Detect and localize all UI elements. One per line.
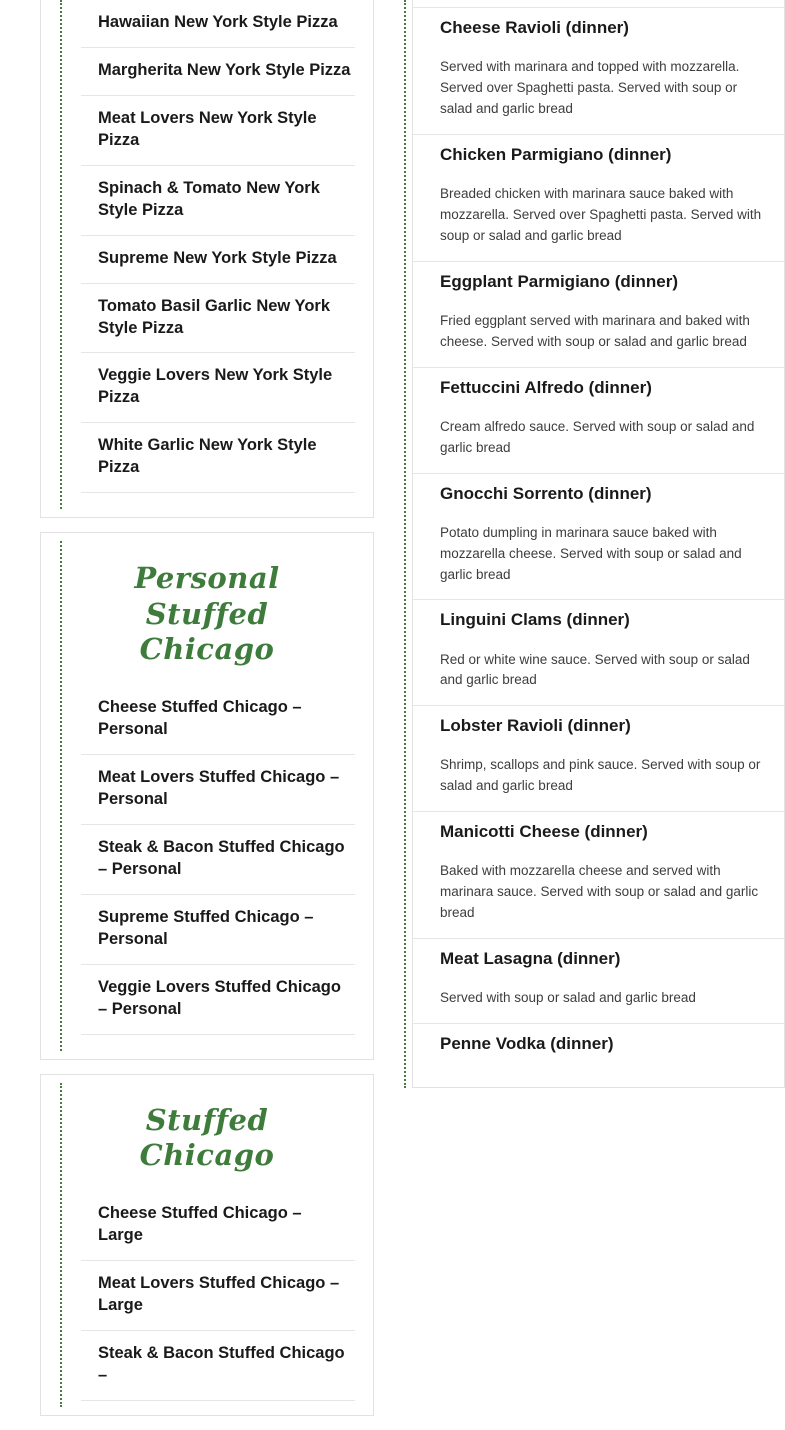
list-item[interactable] — [81, 825, 355, 895]
entree-description: Baked with mozzarella cheese and served with marinara sauce. Served with soup or salad and garlic bread — [440, 863, 759, 921]
entree-name: Meat Lasagna (dinner) — [440, 949, 621, 969]
list-item[interactable] — [81, 755, 355, 825]
menu-item-label: Supreme Stuffed Chicago – Personal — [98, 907, 314, 948]
list-item[interactable] — [413, 368, 784, 474]
entree-name: Penne Vodka (dinner) — [440, 1034, 614, 1054]
list-item[interactable] — [413, 1024, 784, 1087]
list-item[interactable] — [81, 0, 355, 48]
list-item[interactable] — [81, 965, 355, 1035]
menu-section-stuffed-chicago — [40, 1074, 374, 1416]
list-item[interactable] — [413, 706, 784, 812]
section-title: Stuffed Chicago — [139, 1102, 275, 1173]
entree-name: Lobster Ravioli (dinner) — [440, 716, 631, 736]
menu-item-label: White Garlic New York Style Pizza — [98, 436, 317, 477]
entree-description: Served with soup or salad and garlic bread — [440, 990, 696, 1006]
menu-item-label: Steak & Bacon Stuffed Chicago – Personal — [98, 838, 345, 878]
menu-item-label: Meat Lovers Stuffed Chicago – Large — [98, 1274, 340, 1315]
list-item[interactable] — [81, 1261, 355, 1331]
menu-item-list — [59, 1191, 355, 1401]
menu-item-label: Cheese Stuffed Chicago – Large — [98, 1204, 302, 1245]
menu-item-list — [59, 685, 355, 1034]
entree-name: Chicken Parmigiano (dinner) — [440, 144, 672, 164]
dinner-entrees-card — [412, 8, 785, 1088]
dinner-entrees-list — [394, 0, 785, 1088]
menu-item-label: Tomato Basil Garlic New York Style Pizza — [98, 296, 330, 337]
list-item[interactable] — [413, 600, 784, 706]
section-spacer — [59, 493, 355, 503]
entree-description: Breaded chicken with marinara sauce baked with mozzarella. Served over Spaghetti pasta. Served with soup or salad and garlic bread — [440, 185, 762, 243]
menu-item-label: Meat Lovers New York Style Pizza — [98, 108, 317, 149]
section-title: Personal Stuffed Chicago — [134, 561, 280, 666]
list-item[interactable] — [413, 812, 784, 939]
entree-description: Cream alfredo sauce. Served with soup or salad and garlic bread — [440, 418, 755, 455]
list-item[interactable] — [81, 353, 355, 423]
list-item[interactable] — [413, 474, 784, 601]
list-item[interactable] — [81, 284, 355, 354]
menu-item-label: Hawaiian New York Style Pizza — [98, 13, 338, 31]
list-item[interactable] — [413, 8, 784, 135]
section-spacer — [59, 1035, 355, 1045]
menu-item-label: Steak & Bacon Stuffed Chicago – — [98, 1344, 345, 1385]
entree-description: Shrimp, scallops and pink sauce. Served with soup or salad and garlic bread — [440, 757, 761, 794]
entree-name: Fettuccini Alfredo (dinner) — [440, 377, 652, 397]
entree-name: Eggplant Parmigiano (dinner) — [440, 271, 679, 291]
list-item[interactable] — [81, 236, 355, 284]
menu-item-label: Meat Lovers Stuffed Chicago – Personal — [98, 768, 340, 809]
menu-item-label: Veggie Lovers Stuffed Chicago – Personal — [98, 977, 341, 1018]
menu-item-list — [59, 0, 355, 493]
menu-item-label: Veggie Lovers New York Style Pizza — [98, 366, 333, 407]
list-item[interactable] — [81, 423, 355, 493]
list-item[interactable] — [81, 1191, 355, 1261]
entree-description: Potato dumpling in marinara sauce baked with mozzarella cheese. Served with soup or salad and garlic bread — [440, 524, 742, 582]
right-column — [374, 0, 785, 1088]
entree-description: Served with marinara and topped with mozzarella. Served over Spaghetti pasta. Served with soup or salad and garlic bread — [440, 59, 740, 116]
list-item[interactable] — [81, 685, 355, 755]
menu-section-new-york-style-pizza — [40, 0, 374, 518]
menu-item-label: Cheese Stuffed Chicago – Personal — [98, 698, 302, 739]
entree-description: Red or white wine sauce. Served with soup or salad and garlic bread — [440, 651, 750, 688]
entree-description: Fried eggplant served with marinara and baked with cheese. Served with soup or salad and garlic bread — [440, 312, 750, 349]
list-item[interactable] — [413, 135, 784, 262]
list-item[interactable] — [81, 1331, 355, 1401]
list-item[interactable] — [413, 262, 784, 368]
menu-item-label: Margherita New York Style Pizza — [98, 60, 351, 79]
entree-name: Manicotti Cheese (dinner) — [440, 822, 648, 842]
list-item[interactable] — [81, 166, 355, 236]
menu-item-label: Supreme New York Style Pizza — [98, 248, 337, 267]
entree-name: Gnocchi Sorrento (dinner) — [440, 483, 652, 503]
list-item[interactable] — [81, 895, 355, 965]
list-item[interactable] — [81, 48, 355, 96]
entree-description — [413, 1065, 784, 1087]
menu-section-personal-stuffed-chicago — [40, 532, 374, 1060]
entree-name: Linguini Clams (dinner) — [440, 610, 630, 630]
list-item[interactable] — [81, 96, 355, 166]
entree-name: Cheese Ravioli (dinner) — [440, 18, 629, 37]
list-item[interactable] — [413, 939, 784, 1024]
menu-item-label: Spinach & Tomato New York Style Pizza — [98, 178, 320, 219]
section-top-edge — [412, 0, 785, 8]
